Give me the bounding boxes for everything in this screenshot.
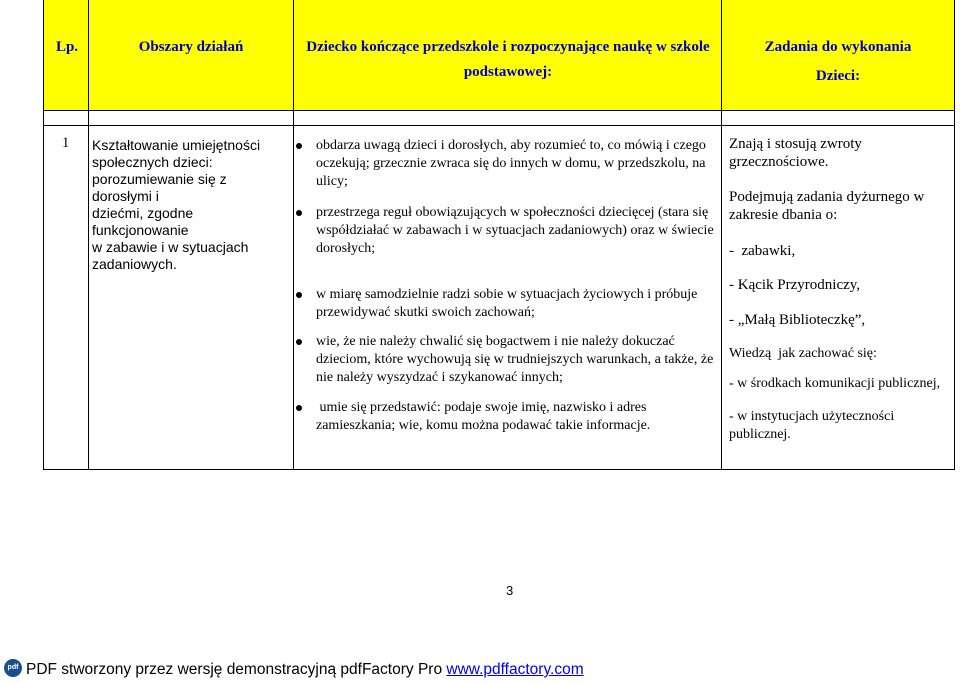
tasks-cell [729, 0, 953, 469]
table-line-col1 [88, 0, 89, 470]
bullet-line: ulicy; [316, 174, 348, 189]
bullet-line: w miarę samodzielnie radzi sobie w sytuacjach życiowych i próbuje [316, 287, 698, 302]
bullet-line: umie się przedstawić: podaje swoje imię, nazwisko i adres [316, 400, 647, 415]
task-line: - w środkach komunikacji publicznej, [729, 376, 941, 391]
task-item [729, 188, 924, 224]
table-line-col2 [293, 0, 294, 470]
task-line: Podejmują zadania dyżurnego w [729, 189, 925, 205]
footer-label: PDF stworzony przez wersję demonstracyjną pdfFactory Pro [26, 661, 447, 678]
area-cell [92, 137, 290, 273]
header-tasks-line2: Dzieci: [815, 68, 861, 84]
header-tasks-line1: Zadania do wykonania [764, 39, 912, 55]
footer-text [26, 661, 584, 679]
header-child [294, 35, 722, 85]
task-item [729, 345, 877, 363]
pdf-footer [0, 655, 960, 683]
bullet-line: przestrzega reguł obowiązujących w społeczności dziecięcej (stara się [316, 205, 709, 220]
bullet-dot-icon [296, 210, 302, 216]
bullet-line: obdarza uwagą dzieci i dorosłych, aby rozumieć to, co mówią i czego [316, 138, 706, 153]
task-item [729, 242, 795, 260]
bullet-line: przewidywać skutki swoich zachowań; [316, 305, 535, 320]
table-line-bottom [43, 469, 955, 470]
table-line-right [954, 0, 955, 470]
task-item [729, 135, 862, 171]
task-line: - „Małą Biblioteczkę”, [729, 312, 866, 328]
area-line: porozumiewanie się z dorosłymi i [92, 171, 227, 204]
pdffactory-logo-icon: pdf [4, 659, 22, 677]
task-line: Wiedzą jak zachować się: [729, 346, 877, 361]
task-item [729, 375, 940, 393]
task-line: - Kącik Przyrodniczy, [729, 277, 861, 293]
task-line: Znają i stosują zwroty [729, 136, 862, 152]
task-item [729, 408, 894, 444]
area-line: zadaniowych. [92, 256, 177, 272]
bullet-line: wie, że nie należy chwalić się bogactwem i nie należy dokuczać [316, 334, 675, 349]
area-line: Kształtowanie umiejętności [92, 137, 261, 153]
bullet-dot-icon [296, 143, 302, 149]
header-lp: Lp. [55, 39, 79, 55]
bullet-line: oczekują; grzecznie zwraca się do innych w domu, w przedszkolu, na [316, 156, 706, 171]
header-areas: Obszary działań [138, 39, 244, 55]
area-line: społecznych dzieci: [92, 154, 213, 170]
bullet-line: współdziałać w zabawach i w sytuacjach zadaniowych) oraz w świecie [316, 223, 714, 238]
task-item [729, 311, 865, 329]
table-line-col3 [721, 0, 722, 470]
bullet-line: dzieciom, które wychowują się w trudniejszych warunkach, a także, że [316, 352, 714, 367]
bullet-dot-icon [296, 292, 302, 298]
task-item [729, 276, 860, 294]
task-line: grzecznościowe. [729, 154, 829, 170]
header-child-line1: Dziecko kończące przedszkole i rozpoczynające naukę w szkole [306, 39, 710, 55]
task-line: zakresie dbania o: [729, 207, 838, 223]
table-line-left [43, 0, 44, 470]
task-line: - zabawki, [729, 243, 796, 259]
task-line: publicznej. [729, 427, 791, 442]
row-number: 1 [62, 135, 70, 151]
bullet-dot-icon [296, 405, 302, 411]
task-line: - w instytucjach użyteczności [729, 409, 895, 424]
bullet-line: zamieszkania; wie, komu można podawać takie informacje. [316, 418, 651, 433]
area-line: w zabawie i w sytuacjach [92, 239, 249, 255]
bullet-dot-icon [296, 339, 302, 345]
header-child-line2: podstawowej: [463, 64, 553, 80]
bullet-line: nie należy wyszydzać i szykanować innych; [316, 370, 563, 385]
page-number: 3 [506, 583, 514, 598]
bullet-line: dorosłych; [316, 241, 376, 256]
pdffactory-link[interactable]: www.pdffactory.com [446, 661, 584, 678]
area-line: dziećmi, zgodne funkcjonowanie [92, 205, 194, 238]
